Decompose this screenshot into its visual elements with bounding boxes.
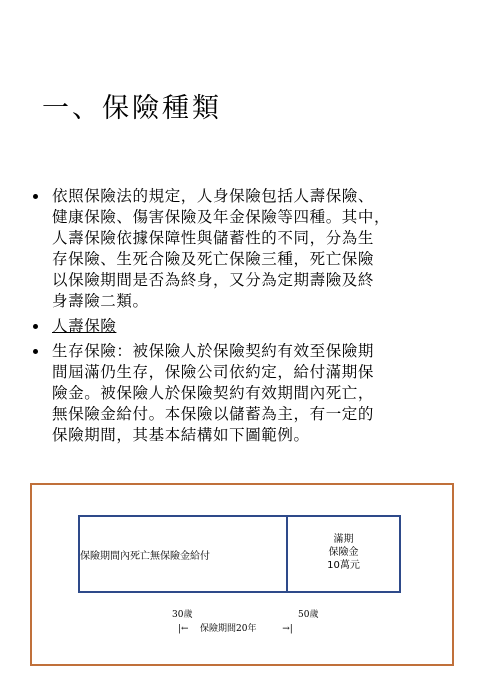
- maturity-box-label: [288, 533, 399, 572]
- structure-figure: [30, 483, 454, 666]
- text-line: 無保險金給付。本保險以儲蓄為主，有一定的: [52, 405, 375, 423]
- bullet-item-intro: [30, 186, 470, 312]
- maturity-box: [286, 515, 401, 593]
- text-line: 保險期間，其基本結構如下圖範例。: [52, 426, 310, 444]
- text-line: 依照保險法的規定，人身保險包括人壽保險、: [52, 187, 375, 205]
- page-title: 一、保險種類: [42, 93, 222, 124]
- text-line: 健康保險、傷害保險及年金保險等四種。其中，: [52, 208, 391, 226]
- start-age-label: 30歲: [172, 610, 193, 620]
- bullet-item-heading: [30, 316, 470, 337]
- period-box: [78, 515, 287, 593]
- bullet-dot-icon: [33, 349, 38, 354]
- period-label: |← 保險期間20年 →|: [178, 624, 293, 634]
- text-line: 人壽保險依據保障性與儲蓄性的不同，分為生: [52, 229, 375, 247]
- maturity-line: 保險金: [328, 547, 359, 558]
- text-line: 險金。被保險人於保險契約有效期間內死亡，: [52, 384, 375, 402]
- section-heading: [52, 316, 470, 337]
- bullet-dot-icon: [33, 194, 38, 199]
- period-box-label: 保險期間內死亡無保險金給付: [80, 551, 210, 562]
- bullet-item-survival: [30, 341, 470, 446]
- end-age-label: 50歲: [298, 610, 319, 620]
- survival-paragraph: [52, 341, 470, 446]
- intro-paragraph: [52, 186, 470, 312]
- maturity-line: 滿期: [333, 534, 354, 545]
- bullet-list: [30, 186, 470, 450]
- text-line: 間屆滿仍生存，保險公司依約定，給付滿期保: [52, 363, 375, 381]
- bullet-dot-icon: [33, 324, 38, 329]
- text-line: 以保險期間是否為終身，又分為定期壽險及終: [52, 271, 375, 289]
- text-line: 人壽保險: [52, 317, 117, 335]
- text-line: 生存保險：被保險人於保險契約有效至保險期: [52, 342, 375, 360]
- maturity-line: 10萬元: [327, 560, 360, 571]
- text-line: 存保險、生死合險及死亡保險三種，死亡保險: [52, 250, 375, 268]
- text-line: 身壽險二類。: [52, 292, 149, 310]
